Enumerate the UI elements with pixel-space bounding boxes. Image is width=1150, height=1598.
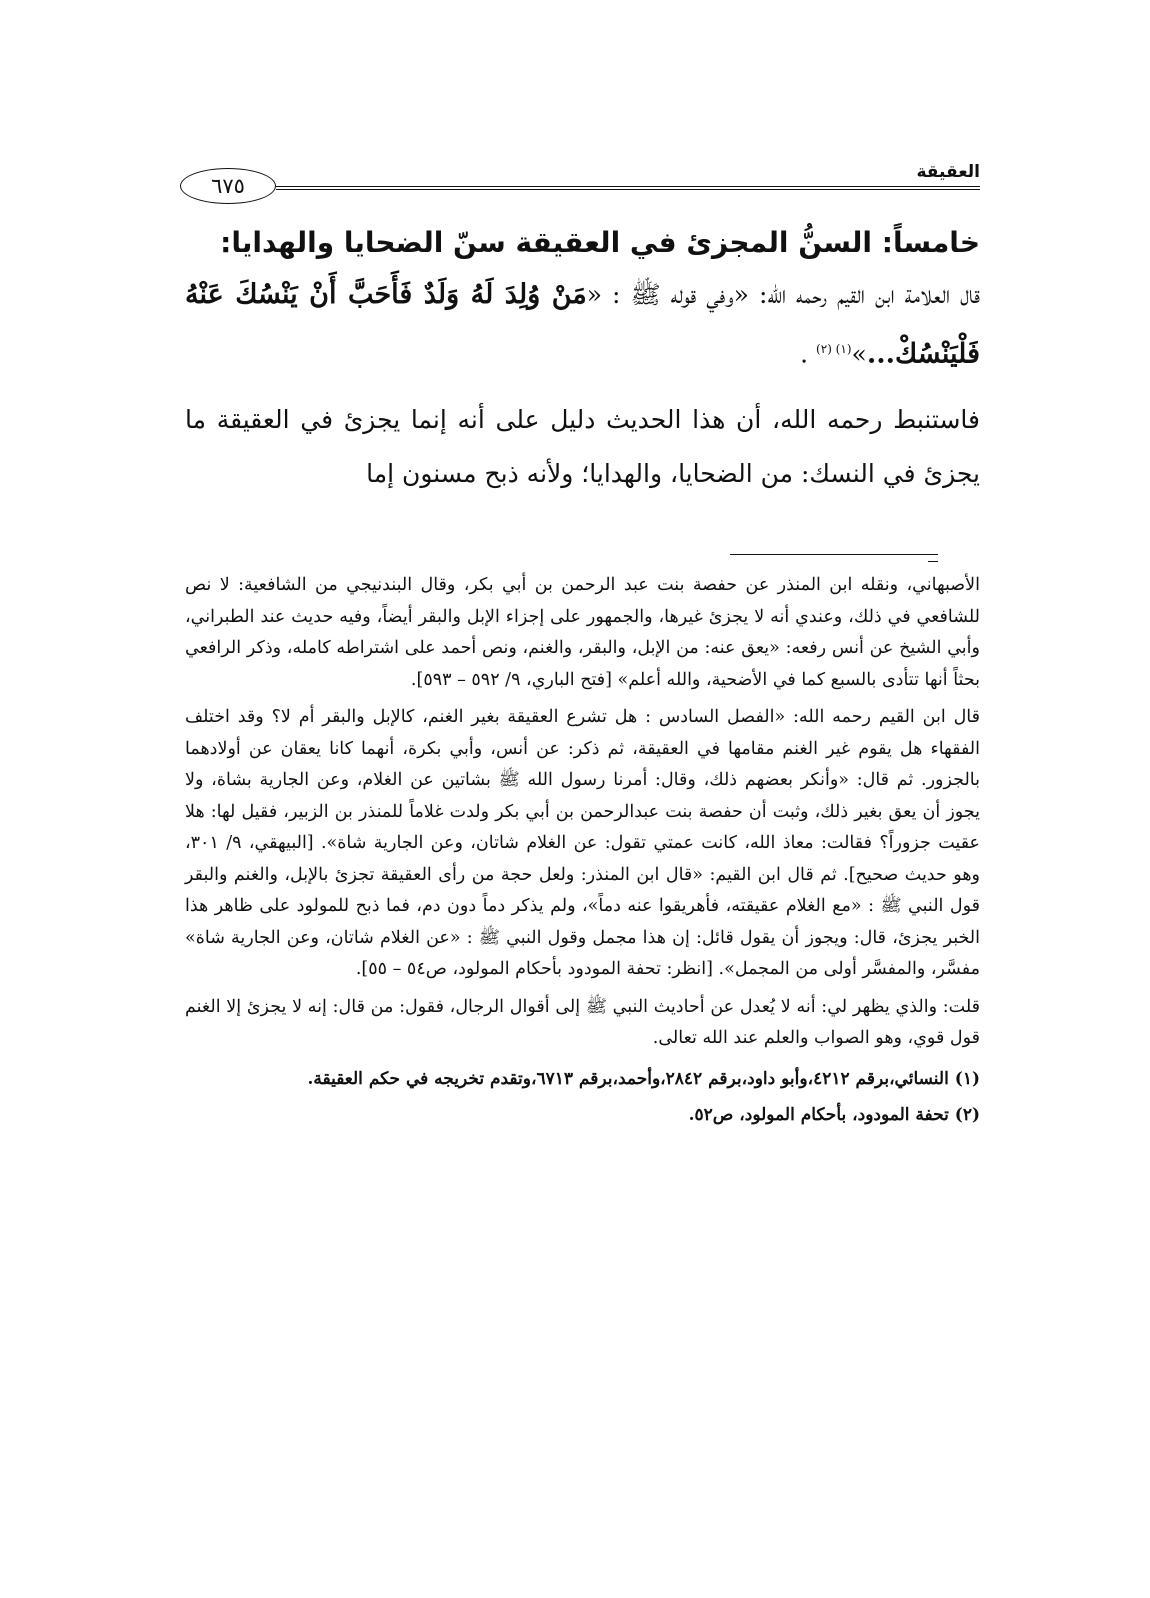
section-heading: خامساً: السنُّ المجزئ في العقيقة سنّ الضحايا والهدايا: bbox=[220, 226, 980, 259]
footnote-1-text: النسائي،برقم ٤٢١٢،وأبو داود،برقم ٢٨٤٢،وأحمد،برقم ٦٧١٣،وتقدم تخريجه في حكم العقيقة. bbox=[307, 1068, 949, 1089]
footnote-separator-tick bbox=[928, 561, 938, 562]
footnote-continuation: الأصبهاني، ونقله ابن المنذر عن حفصة بنت عبد الرحمن بن أبي بكر، وقال البندنيجي من الشافعية: لا نص للشافعي في ذلك، وعندي أنه لا يجزئ غيرها، والجمهور على إجزاء الإبل والبقر أيضاً، وفيه حديث عند الطبراني، وأبي الشيخ عن أنس رفعه: «يعق عنه: من الإبل، والبقر، والغنم، ونص أحمد على اشتراطه كامله، وذكر الرافعي بحثاً أنها تتأدى بالسبع كما في الأضحية، والله أعلم» [فتح الباري، ٩/ ٥٩٢ – ٥٩٣]. bbox=[185, 575, 980, 690]
quote-end: . bbox=[800, 339, 817, 369]
footnote-refs: (١) (٢) bbox=[816, 342, 852, 356]
quote-paragraph bbox=[185, 268, 980, 381]
hadith-text: مَنْ وُلِدَ لَهُ وَلَدٌ فَأَحَبَّ أَنْ يَنْسُكَ عَنْهُ فَلْيَنْسُكْ... bbox=[185, 279, 980, 370]
page-number-badge: ٦٧٥ bbox=[180, 168, 276, 204]
main-text bbox=[185, 218, 980, 501]
page-header bbox=[180, 160, 980, 210]
footnote-separator bbox=[730, 554, 938, 555]
footnote-author-note: قلت: والذي يظهر لي: أنه لا يُعدل عن أحاديث النبي ﷺ إلى أقوال الرجال، فقول: من قال: إنه لا يجزئ إلا الغنم قول قوي، وهو الصواب والعلم عند الله تعالى. bbox=[185, 996, 980, 1048]
footnotes bbox=[185, 570, 980, 1133]
footnote-1 bbox=[185, 1061, 980, 1097]
footnote-2 bbox=[185, 1097, 980, 1133]
footnote-1-number: (١) bbox=[954, 1068, 980, 1089]
header-rule bbox=[276, 186, 980, 190]
footnote-ibn-qayyim: قال ابن القيم رحمه الله: «الفصل السادس : هل تشرع العقيقة بغير الغنم، كالإبل والبقر أم لا؟ وقد اختلف الفقهاء هل يقوم غير الغنم مقامها في العقيقة، ثم ذكر: عن أنس، وأبي بكرة، أنهما كانا يعقان عن أولادهما بالجزور. ثم قال: «وأنكر بعضهم ذلك، وقال: أمرنا رسول الله ﷺ بشاتين عن الغلام، وعن الجارية بشاة، ولا يجوز أن يعق بغير ذلك، وثبت أن حفصة بنت عبدالرحمن بن أبي بكر ولدت غلاماً للمنذر بن الزبير، فقيل لها: هلا عقيت جزوراً؟ فقالت: معاذ الله، كانت عمتي تقول: عن الغلام شاتان، وعن الجارية شاة». [البيهقي، ٩/ ٣٠١، وهو حديث صحيح]. ثم قال ابن القيم: «قال ابن المنذر: ولعل حجة من رأى العقيقة تجزئ بالإبل، والغنم والبقر قول النبي ﷺ : «مع الغلام عقيقته، فأهريقوا عنه دماً»، ولم يذكر دماً دون دم، فما ذبح للمولود على ظاهر هذا الخبر يجزئ، قال: ويجوز أن يقول قائل: إن هذا مجمل وقول النبي ﷺ : «عن الغلام شاتان، وعن الجارية شاة» مفسَّر، والمفسَّر أولى من المجمل». [انظر: تحفة المودود بأحكام المولود، ص٥٤ – ٥٥]. bbox=[185, 707, 980, 979]
footnote-2-text: تحفة المودود، بأحكام المولود، ص٥٢. bbox=[688, 1104, 949, 1125]
running-title: العقيقة bbox=[916, 162, 980, 182]
deduction-paragraph: فاستنبط رحمه الله، أن هذا الحديث دليل على أنه إنما يجزئ في العقيقة ما يجزئ في النسك: من الضحايا، والهدايا؛ ولأنه ذبح مسنون إما bbox=[185, 405, 980, 489]
footnote-2-number: (٢) bbox=[954, 1104, 980, 1125]
quote-intro: قال العلامة ابن القيم رحمه الله: «وفي قوله ﷺ : « bbox=[586, 280, 981, 309]
quote-close: » bbox=[851, 339, 867, 369]
